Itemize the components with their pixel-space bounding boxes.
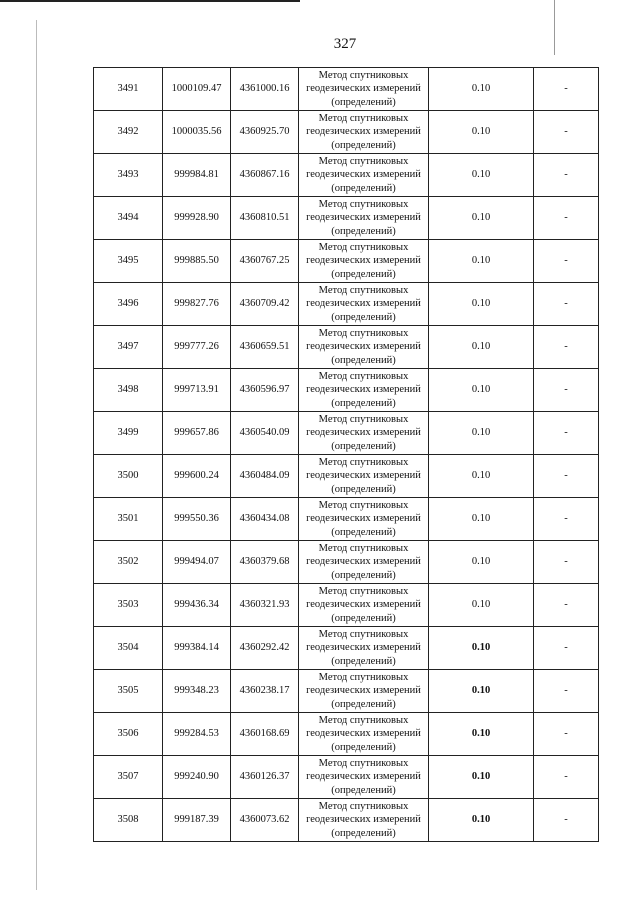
- x-coordinate-cell: 999494.07: [163, 541, 231, 584]
- page-number: 327: [333, 36, 357, 52]
- accuracy-cell: 0.10: [429, 283, 534, 326]
- table-row: [94, 455, 599, 498]
- method-line: (определений): [331, 440, 396, 452]
- y-coordinate-cell: 4360596.97: [231, 369, 299, 412]
- method-line: Метод спутниковых: [318, 586, 409, 598]
- method-line: геодезических измерений: [306, 685, 421, 697]
- method-cell: [299, 197, 429, 240]
- accuracy-cell: 0.10: [429, 799, 534, 842]
- method-cell: [299, 240, 429, 283]
- accuracy-cell: 0.10: [429, 369, 534, 412]
- method-line: Метод спутниковых: [318, 70, 409, 82]
- y-coordinate-cell: 4360867.16: [231, 154, 299, 197]
- accuracy-cell: 0.10: [429, 326, 534, 369]
- method-line: Метод спутниковых: [318, 801, 409, 813]
- point-number-cell: 3507: [94, 756, 163, 799]
- method-line: геодезических измерений: [306, 83, 421, 95]
- note-cell: -: [534, 326, 599, 369]
- method-cell: [299, 541, 429, 584]
- y-coordinate-cell: 4360126.37: [231, 756, 299, 799]
- y-coordinate-cell: 4360810.51: [231, 197, 299, 240]
- method-line: Метод спутниковых: [318, 156, 409, 168]
- note-cell: -: [534, 412, 599, 455]
- table-row: [94, 412, 599, 455]
- method-line: (определений): [331, 483, 396, 495]
- method-cell: [299, 670, 429, 713]
- x-coordinate-cell: 999928.90: [163, 197, 231, 240]
- note-cell: -: [534, 154, 599, 197]
- accuracy-cell: 0.10: [429, 498, 534, 541]
- method-cell: [299, 799, 429, 842]
- point-number-cell: 3497: [94, 326, 163, 369]
- note-cell: -: [534, 455, 599, 498]
- table-row: [94, 627, 599, 670]
- table-row: [94, 498, 599, 541]
- method-cell: [299, 68, 429, 111]
- method-line: (определений): [331, 139, 396, 151]
- accuracy-cell: 0.10: [429, 584, 534, 627]
- y-coordinate-cell: 4360292.42: [231, 627, 299, 670]
- point-number-cell: 3495: [94, 240, 163, 283]
- method-line: Метод спутниковых: [318, 500, 409, 512]
- method-line: геодезических измерений: [306, 728, 421, 740]
- x-coordinate-cell: 1000035.56: [163, 111, 231, 154]
- method-line: геодезических измерений: [306, 126, 421, 138]
- method-line: (определений): [331, 354, 396, 366]
- method-cell: [299, 713, 429, 756]
- y-coordinate-cell: 4360767.25: [231, 240, 299, 283]
- x-coordinate-cell: 999550.36: [163, 498, 231, 541]
- accuracy-cell: 0.10: [429, 756, 534, 799]
- method-cell: [299, 154, 429, 197]
- point-number-cell: 3493: [94, 154, 163, 197]
- coordinates-table: [93, 67, 599, 842]
- method-line: (определений): [331, 182, 396, 194]
- method-cell: [299, 283, 429, 326]
- note-cell: -: [534, 627, 599, 670]
- table-row: [94, 713, 599, 756]
- accuracy-cell: 0.10: [429, 412, 534, 455]
- method-cell: [299, 498, 429, 541]
- x-coordinate-cell: 999827.76: [163, 283, 231, 326]
- table-row: [94, 756, 599, 799]
- y-coordinate-cell: 4360238.17: [231, 670, 299, 713]
- method-line: (определений): [331, 268, 396, 280]
- table-body: [94, 68, 599, 842]
- method-line: (определений): [331, 655, 396, 667]
- note-cell: -: [534, 240, 599, 283]
- x-coordinate-cell: 999885.50: [163, 240, 231, 283]
- note-cell: -: [534, 799, 599, 842]
- accuracy-cell: 0.10: [429, 627, 534, 670]
- method-line: геодезических измерений: [306, 513, 421, 525]
- x-coordinate-cell: 999777.26: [163, 326, 231, 369]
- method-line: Метод спутниковых: [318, 715, 409, 727]
- point-number-cell: 3498: [94, 369, 163, 412]
- method-line: геодезических измерений: [306, 255, 421, 267]
- method-line: геодезических измерений: [306, 470, 421, 482]
- y-coordinate-cell: 4360659.51: [231, 326, 299, 369]
- method-line: (определений): [331, 225, 396, 237]
- y-coordinate-cell: 4360168.69: [231, 713, 299, 756]
- note-cell: -: [534, 756, 599, 799]
- method-line: Метод спутниковых: [318, 414, 409, 426]
- x-coordinate-cell: 999187.39: [163, 799, 231, 842]
- x-coordinate-cell: 999436.34: [163, 584, 231, 627]
- method-cell: [299, 369, 429, 412]
- method-line: Метод спутниковых: [318, 285, 409, 297]
- method-line: геодезических измерений: [306, 599, 421, 611]
- x-coordinate-cell: 999657.86: [163, 412, 231, 455]
- method-line: (определений): [331, 96, 396, 108]
- method-line: (определений): [331, 311, 396, 323]
- point-number-cell: 3505: [94, 670, 163, 713]
- y-coordinate-cell: 4361000.16: [231, 68, 299, 111]
- x-coordinate-cell: 999600.24: [163, 455, 231, 498]
- y-coordinate-cell: 4360434.08: [231, 498, 299, 541]
- y-coordinate-cell: 4360540.09: [231, 412, 299, 455]
- table-row: [94, 670, 599, 713]
- x-coordinate-cell: 1000109.47: [163, 68, 231, 111]
- method-line: (определений): [331, 698, 396, 710]
- method-line: Метод спутниковых: [318, 629, 409, 641]
- method-line: геодезических измерений: [306, 642, 421, 654]
- x-coordinate-cell: 999984.81: [163, 154, 231, 197]
- point-number-cell: 3492: [94, 111, 163, 154]
- table-row: [94, 240, 599, 283]
- scan-edge-line: [0, 0, 300, 2]
- table-row: [94, 326, 599, 369]
- method-cell: [299, 455, 429, 498]
- method-line: (определений): [331, 784, 396, 796]
- table-row: [94, 799, 599, 842]
- accuracy-cell: 0.10: [429, 154, 534, 197]
- note-cell: -: [534, 68, 599, 111]
- point-number-cell: 3504: [94, 627, 163, 670]
- scan-margin-line: [36, 20, 37, 890]
- method-line: Метод спутниковых: [318, 199, 409, 211]
- accuracy-cell: 0.10: [429, 111, 534, 154]
- method-line: геодезических измерений: [306, 341, 421, 353]
- table-row: [94, 197, 599, 240]
- y-coordinate-cell: 4360379.68: [231, 541, 299, 584]
- y-coordinate-cell: 4360709.42: [231, 283, 299, 326]
- method-line: (определений): [331, 526, 396, 538]
- note-cell: -: [534, 498, 599, 541]
- method-line: геодезических измерений: [306, 556, 421, 568]
- method-line: Метод спутниковых: [318, 242, 409, 254]
- point-number-cell: 3491: [94, 68, 163, 111]
- note-cell: -: [534, 541, 599, 584]
- method-line: Метод спутниковых: [318, 371, 409, 383]
- y-coordinate-cell: 4360925.70: [231, 111, 299, 154]
- point-number-cell: 3496: [94, 283, 163, 326]
- method-line: (определений): [331, 612, 396, 624]
- method-cell: [299, 412, 429, 455]
- y-coordinate-cell: 4360321.93: [231, 584, 299, 627]
- method-line: геодезических измерений: [306, 427, 421, 439]
- accuracy-cell: 0.10: [429, 455, 534, 498]
- y-coordinate-cell: 4360073.62: [231, 799, 299, 842]
- table-row: [94, 584, 599, 627]
- method-line: геодезических измерений: [306, 384, 421, 396]
- table-row: [94, 154, 599, 197]
- note-cell: -: [534, 670, 599, 713]
- method-cell: [299, 326, 429, 369]
- table-row: [94, 369, 599, 412]
- method-line: (определений): [331, 569, 396, 581]
- x-coordinate-cell: 999384.14: [163, 627, 231, 670]
- accuracy-cell: 0.10: [429, 197, 534, 240]
- note-cell: -: [534, 369, 599, 412]
- method-line: (определений): [331, 397, 396, 409]
- table-row: [94, 111, 599, 154]
- method-line: геодезических измерений: [306, 298, 421, 310]
- accuracy-cell: 0.10: [429, 240, 534, 283]
- method-line: (определений): [331, 827, 396, 839]
- note-cell: -: [534, 283, 599, 326]
- method-cell: [299, 756, 429, 799]
- method-line: геодезических измерений: [306, 814, 421, 826]
- point-number-cell: 3500: [94, 455, 163, 498]
- note-cell: -: [534, 713, 599, 756]
- method-line: Метод спутниковых: [318, 543, 409, 555]
- x-coordinate-cell: 999284.53: [163, 713, 231, 756]
- accuracy-cell: 0.10: [429, 670, 534, 713]
- note-cell: -: [534, 197, 599, 240]
- note-cell: -: [534, 111, 599, 154]
- method-line: Метод спутниковых: [318, 758, 409, 770]
- point-number-cell: 3502: [94, 541, 163, 584]
- method-line: Метод спутниковых: [318, 328, 409, 340]
- method-cell: [299, 584, 429, 627]
- method-line: геодезических измерений: [306, 169, 421, 181]
- table-row: [94, 68, 599, 111]
- accuracy-cell: 0.10: [429, 713, 534, 756]
- table-row: [94, 283, 599, 326]
- accuracy-cell: 0.10: [429, 68, 534, 111]
- method-line: геодезических измерений: [306, 212, 421, 224]
- point-number-cell: 3508: [94, 799, 163, 842]
- point-number-cell: 3494: [94, 197, 163, 240]
- point-number-cell: 3501: [94, 498, 163, 541]
- x-coordinate-cell: 999348.23: [163, 670, 231, 713]
- point-number-cell: 3506: [94, 713, 163, 756]
- method-cell: [299, 627, 429, 670]
- method-line: Метод спутниковых: [318, 113, 409, 125]
- method-line: геодезических измерений: [306, 771, 421, 783]
- point-number-cell: 3499: [94, 412, 163, 455]
- method-line: Метод спутниковых: [318, 672, 409, 684]
- table-row: [94, 541, 599, 584]
- note-cell: -: [534, 584, 599, 627]
- method-cell: [299, 111, 429, 154]
- x-coordinate-cell: 999713.91: [163, 369, 231, 412]
- point-number-cell: 3503: [94, 584, 163, 627]
- method-line: (определений): [331, 741, 396, 753]
- y-coordinate-cell: 4360484.09: [231, 455, 299, 498]
- x-coordinate-cell: 999240.90: [163, 756, 231, 799]
- method-line: Метод спутниковых: [318, 457, 409, 469]
- accuracy-cell: 0.10: [429, 541, 534, 584]
